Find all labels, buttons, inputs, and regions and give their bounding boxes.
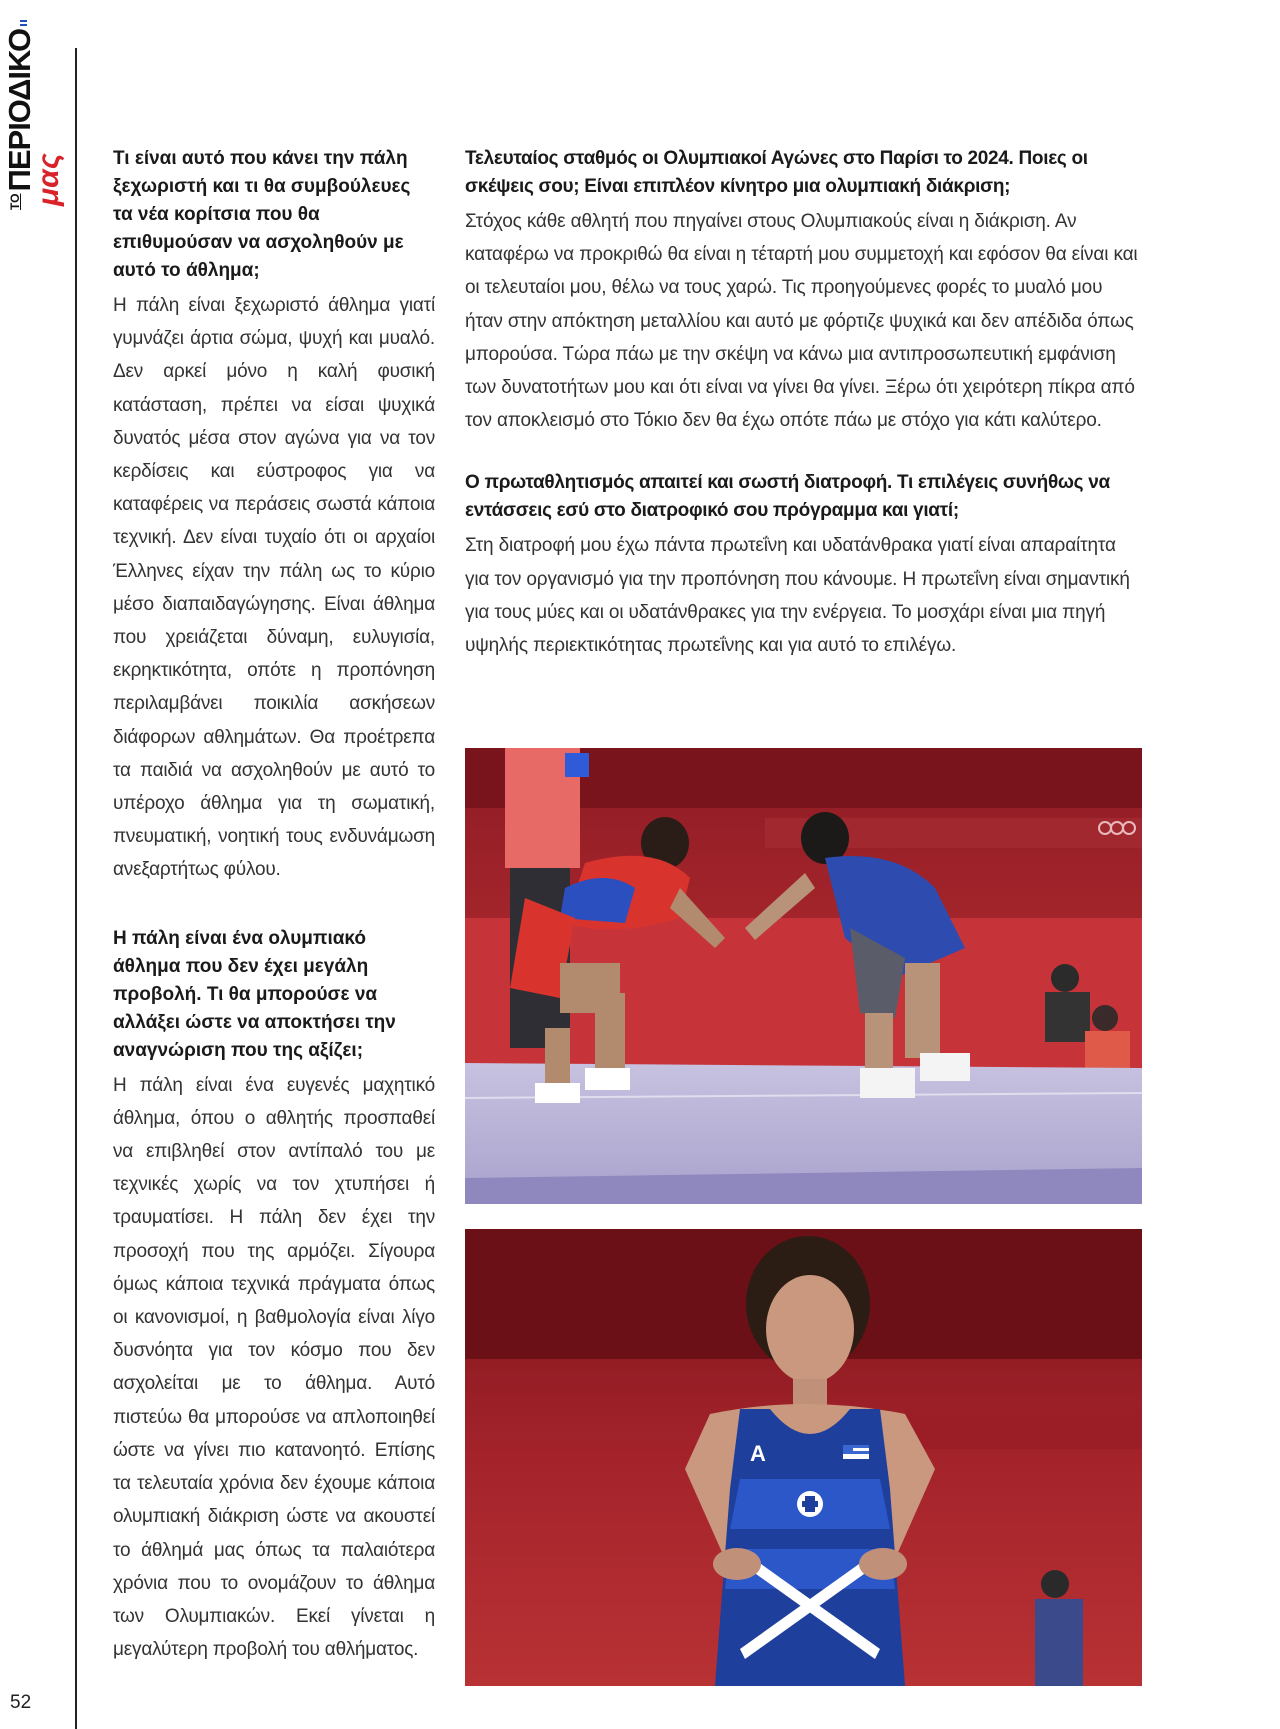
question-2: Η πάλη είναι ένα ολυμπιακό άθλημα που δεν έχει μεγάλη προβολή. Τι θα μπορούσε να αλλάξει ώστε να αποκτήσει την αναγνώριση που της αξίζει; xyxy=(113,927,396,1061)
wrestling-match-photo xyxy=(465,748,1142,1204)
question-4: Ο πρωταθλητισμός απαιτεί και σωστή διατροφή. Τι επιλέγεις συνήθως να εντάσσεις εσύ στο διατροφικό σου πρόγραμμα και γιατί; xyxy=(465,472,1110,522)
right-column xyxy=(465,145,1143,662)
question-3: Τελευταίος σταθμός οι Ολυμπιακοί Αγώνες στο Παρίσι το 2024. Ποιες οι σκέψεις σου; Είναι επιπλέον κίνητρο μια ολυμπιακή διάκριση; xyxy=(465,148,1088,197)
magazine-logo xyxy=(2,10,65,210)
logo-accent: μας xyxy=(32,153,65,206)
logo-title: ΠΕΡΙΟΔΙΚΟ xyxy=(2,28,37,192)
logo-prefix: ΤΟ xyxy=(8,193,22,210)
question-1: Τι είναι αυτό που κάνει την πάλη ξεχωριστή και τι θα συμβούλευες τα νέα κορίτσια που θα επιθυμούσαν να ασχοληθούν με αυτό το άθλημα; xyxy=(113,148,411,281)
answer-3: Στόχος κάθε αθλητή που πηγαίνει στους Ολυμπιακούς είναι η διάκριση. Αν καταφέρω να προκριθώ θα είναι η τέταρτή μου συμμετοχή και εφόσον θα είναι και οι τελευταίοι μου, θέλω να τους χαρώ. Τις προηγούμενες φορές το μυαλό μου ήταν στην απόκτηση μεταλλίου και αυτό με φόρτιζε ψυχικά και δεν απέδιδα όπως μπορούσα. Τώρα πάω με την σκέψη να κάνω μια αντιπροσωπευτική εμφάνιση των δυνατοτήτων μου και ότι είναι να γίνει θα γίνει. Ξέρω ότι χειρότερη πίκρα από τον αποκλεισμό στο Τόκιο δεν θα έχω οπότε πάω με στόχο για κάτι καλύτερο. xyxy=(465,211,1138,432)
page-number: 52 xyxy=(10,1692,32,1713)
answer-2: Η πάλη είναι ένα ευγενές μαχητικό άθλημα, όπου ο αθλητής προσπαθεί να επιβληθεί στον αντίπαλό του με τεχνικές χωρίς να τον χτυπήσει ή τραυματίσει. Η πάλη δεν έχει την προσοχή που της αρμόζει. Σίγουρα όμως κάποια τεχνικά πράγματα όπως οι κανονισμοί, η βαθμολογία είναι λίγο δυσνόητα για τον κόσμο που δεν ασχολείται με το άθλημα. Αυτό πιστεύω θα μπορούσε να απλοποιηθεί ώστε να γίνει πιο κατανοητό. Επίσης τα τελευταία χρόνια δεν έχουμε κάποια ολυμπιακή διάκριση ώστε να ακουστεί το άθλημά μας όπως τα παλαιότερα χρόνια που το ονομάζουν το άθλημα των Ολυμπιακών. Εκεί γίνεται η μεγαλύτερη προβολή του αθλήματος. xyxy=(113,1074,435,1661)
left-column xyxy=(113,145,435,1666)
spine-divider xyxy=(75,48,77,1729)
answer-1: Η πάλη είναι ξεχωριστό άθλημα γιατί γυμνάζει άρτια σώμα, ψυχή και μυαλό. Δεν αρκεί μόνο η καλή φυσική κατάσταση, πρέπει να είσαι ψυχικά δυνατός μέσα στον αγώνα για να τον κερδίσεις και εύστροφος για να καταφέρεις να περάσεις σωστά κάποια τεχνική. Δεν είναι τυχαίο ότι οι αρχαίοι Έλληνες είχαν την πάλη ως το κύριο μέσο διαπαιδαγώγησης. Είναι άθλημα που χρειάζεται δύναμη, ευλυγισία, εκρηκτικότητα, οπότε η προπόνηση περιλαμβάνει ποικιλία ασκήσεων διάφορων αθλημάτων. Θα προέτρεπα τα παιδιά να ασχοληθούν με αυτό το υπέροχο άθλημα για τη σωματική, πνευματική, νοητική τους ενδυνάμωση ανεξαρτήτως φύλου. xyxy=(113,295,435,881)
singlet-letter: A xyxy=(750,1441,766,1466)
wrestler-portrait-photo xyxy=(465,1229,1142,1686)
answer-4: Στη διατροφή μου έχω πάντα πρωτεΐνη και υδατάνθρακα γιατί είναι απαραίτητα για τον οργανισμό για την προπόνηση που κάνουμε. Η πρωτεΐνη είναι σημαντική για τους μύες και οι υδατάνθρακες για την ενέργεια. Το μοσχάρι είναι μια πηγή υψηλής περιεκτικότητας πρωτεΐνης και για αυτό το επιλέγω. xyxy=(465,535,1130,657)
